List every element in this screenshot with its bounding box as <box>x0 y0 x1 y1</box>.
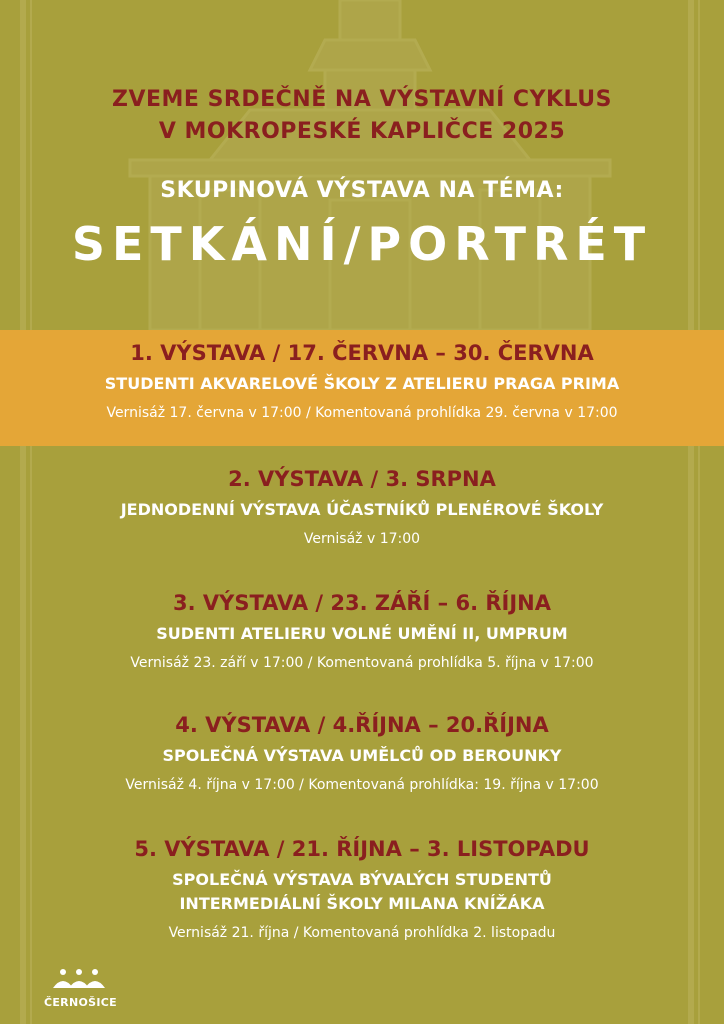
event-4 <box>0 710 724 796</box>
event-subtitle: SUDENTI ATELIERU VOLNÉ UMĚNÍ II, UMPRUM <box>156 624 568 643</box>
cernosice-logo-icon <box>51 968 107 990</box>
exhibition-theme: SETKÁNÍ/PORTRÉT <box>71 217 653 271</box>
event-note: Vernisáž 4. října v 17:00 / Komentovaná prohlídka: 19. října v 17:00 <box>125 777 599 793</box>
event-note: Vernisáž 17. června v 17:00 / Komentovaná prohlídka 29. června v 17:00 <box>106 405 618 421</box>
event-subtitle: JEDNODENNÍ VÝSTAVA ÚČASTNÍKŮ PLENÉROVÉ ŠKOLY <box>120 500 604 519</box>
event-title: 3. VÝSTAVA / 23. ZÁŘÍ – 6. ŘÍJNA <box>173 591 551 615</box>
event-title: 2. VÝSTAVA / 3. SRPNA <box>228 467 496 491</box>
event-subtitle: STUDENTI AKVARELOVÉ ŠKOLY Z ATELIERU PRAGA PRIMA <box>104 374 620 393</box>
exhibition-subtitle: SKUPINOVÁ VÝSTAVA NA TÉMA: <box>160 178 564 203</box>
event-subtitle-line-2: INTERMEDIÁLNÍ ŠKOLY MILANA KNÍŽÁKA <box>179 894 545 913</box>
event-3 <box>0 588 724 674</box>
header <box>0 84 724 271</box>
event-note: Vernisáž 21. října / Komentovaná prohlídka 2. listopadu <box>168 925 556 941</box>
cernosice-logo <box>44 968 117 1009</box>
event-1 <box>0 338 724 424</box>
event-title: 4. VÝSTAVA / 4.ŘÍJNA – 20.ŘÍJNA <box>175 713 549 737</box>
logo-text: ČERNOŠICE <box>44 996 117 1009</box>
event-note: Vernisáž 23. září v 17:00 / Komentovaná prohlídka 5. října v 17:00 <box>130 655 594 671</box>
event-title: 5. VÝSTAVA / 21. ŘÍJNA – 3. LISTOPADU <box>134 837 590 861</box>
event-note: Vernisáž v 17:00 <box>303 531 421 547</box>
event-subtitle-line-1: SPOLEČNÁ VÝSTAVA BÝVALÝCH STUDENTŮ <box>172 870 552 889</box>
invitation-line-2: V MOKROPESKÉ KAPLIČCE 2025 <box>158 119 566 144</box>
invitation-line-1: ZVEME SRDEČNĚ NA VÝSTAVNÍ CYKLUS <box>112 87 612 112</box>
event-2 <box>0 464 724 550</box>
invitation-heading <box>0 84 724 148</box>
event-subtitle: SPOLEČNÁ VÝSTAVA UMĚLCŮ OD BEROUNKY <box>162 746 562 765</box>
event-title: 1. VÝSTAVA / 17. ČERVNA – 30. ČERVNA <box>130 341 594 365</box>
event-5 <box>0 834 724 944</box>
